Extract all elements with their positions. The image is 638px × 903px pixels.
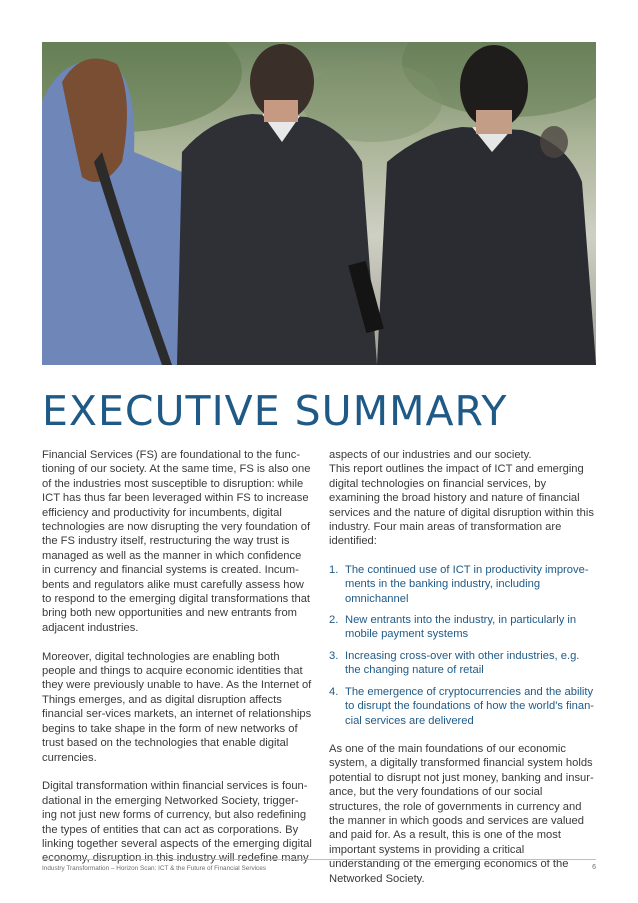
paragraph: This report outlines the impact of ICT and emerging digital technologies on financial services, by examining the broad history and nature of financial services and the nature of digital disruption within this industry. Four main areas of transformation are identified: [329,463,594,548]
list-number: 3. [329,649,339,662]
footer-divider [42,859,596,860]
list-number: 4. [329,685,339,698]
list-number: 2. [329,614,339,627]
paragraph: Digital transformation within financial services is foun-dational in the emerging Networked Society, trigger-ing not just new forms of currency, but also redefining the types of entities that can act as corporations. By linking together several aspects of the emerging digital economy, disruption in this industry will redefine many [42,780,312,865]
list-item [329,563,597,606]
list-item-text: The emergence of cryptocurrencies and the ability to disrupt the foundations of how the world's finan-cial services are delivered [345,685,595,727]
list-number: 1. [329,563,339,576]
list-item [329,613,597,642]
right-column [329,448,597,900]
list-item-text: The continued use of ICT in productivity improve-ments in the banking industry, including omnichannel [345,563,589,605]
business-people-photo [42,42,596,365]
page-number: 6 [592,864,596,871]
list-item-text: Increasing cross-over with other industries, e.g. the changing nature of retail [345,649,580,677]
paragraph: Financial Services (FS) are foundational to the func-tioning of our society. At the same time, FS is also one of the industries most susceptible to disruption: while ICT has thus far been leveraged within FS to increase efficiency and productivity for incumbents, digital technologies are now disrupting the very foundation of the FS industry itself, restructuring the way trust is managed as well as the manner in which confidence in currency and financial systems is created. Incum-bents and regulators alike must carefully assess how to respond to the emerging digital transformations that bring both new opportunities and new entrants from adjacent industries. [42,449,311,634]
list-item [329,649,597,678]
footer-title: Industry Transformation – Horizon Scan: ICT & the Future of Financial Services [42,865,267,872]
transformation-areas-list [329,563,597,728]
left-column [42,448,312,880]
list-item-text: New entrants into the industry, in particularly in mobile payment systems [345,614,577,641]
paragraph: Moreover, digital technologies are enabling both people and things to acquire economic identities that they were previously unable to have. As the Internet of Things emerges, and as digital disruption affects financial ser-vices markets, an internet of relationships begins to take shape in the form of new networks of trust based on the technologies that enable digital currencies. [42,650,312,764]
paragraph: aspects of our industries and our society. [329,449,532,461]
page-title: EXECUTIVE SUMMARY [42,387,508,435]
business-people-photo-icon [42,42,596,365]
list-item [329,685,597,728]
paragraph: As one of the main foundations of our economic system, a digitally transformed financial system holds potential to disrupt not just money, banking and insur-ance, but the very foundations of our social structures, the role of governments in currency and the manner in which goods and services are valued and paid for. As a result, this is one of the most important systems in providing a critical understanding of the emerging economics of the Networked Society. [329,742,594,885]
